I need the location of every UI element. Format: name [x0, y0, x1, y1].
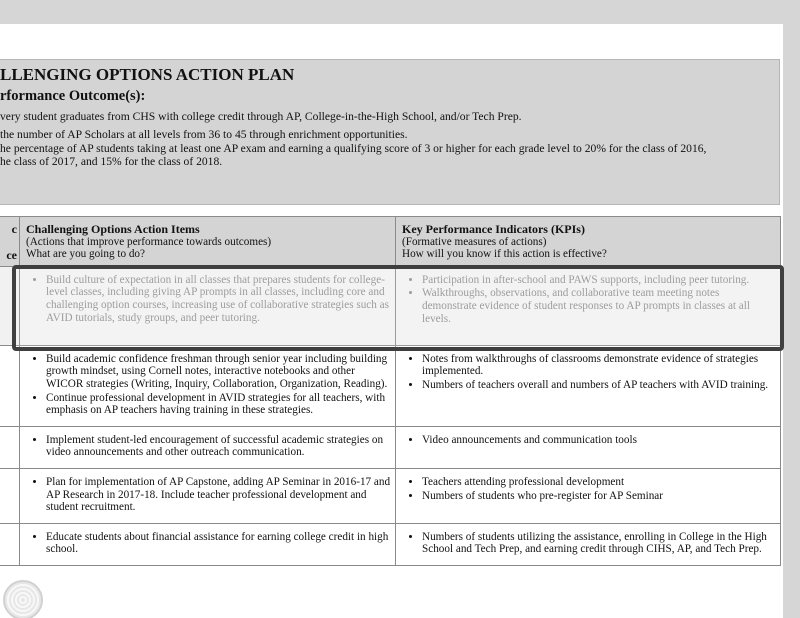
list-item: • Continue professional development in AVID strategies for all teachers, with emphasis on AP teachers having training in these strategies.	[46, 392, 391, 417]
list-item: • Educate students about financial assistance for earning college credit in high school.	[46, 531, 391, 556]
table-header-row	[0, 217, 781, 267]
list-item: • Numbers of students utilizing the assistance, enrolling in College in the High School and Tech Prep, and earning credit through CIHS, AP, and Tech Prep.	[422, 531, 776, 556]
plan-title: LLENGING OPTIONS ACTION PLAN	[0, 65, 295, 84]
action-cell	[20, 426, 396, 468]
list-item: • Build academic confidence freshman through senior year including building growth mindset, using Cornell notes, interactive notebooks and other WICOR strategies (Writing, Inquiry, Collaboration, Organization, Reading).	[46, 353, 391, 391]
list-item: • Video announcements and communication tools	[422, 434, 776, 447]
kpi-cell	[396, 426, 781, 468]
action-cell	[20, 523, 396, 565]
list-item: • Teachers attending professional development	[422, 476, 776, 489]
row-cell-empty	[0, 523, 20, 565]
col0-header-line1: c	[11, 222, 17, 236]
action-items-sub1: (Actions that improve performance towards outcomes)	[26, 235, 272, 248]
kpi-cell	[396, 523, 781, 565]
table-row	[0, 426, 781, 468]
kpi-sub1: (Formative measures of actions)	[402, 235, 547, 248]
action-cell	[20, 345, 396, 426]
page-margin-right	[783, 24, 800, 618]
kpi-header	[396, 217, 781, 267]
list-item: • Numbers of teachers overall and numbers of AP teachers with AVID training.	[422, 379, 776, 392]
table-row	[0, 523, 781, 565]
col0-header	[0, 217, 20, 267]
action-items-sub2: What are you going to do?	[26, 248, 145, 261]
list-item: • Notes from walkthroughs of classrooms demonstrate evidence of strategies implemented.	[422, 353, 776, 378]
list-item: • Participation in after-school and PAWS supports, including peer tutoring.	[422, 274, 776, 287]
table-row	[0, 468, 781, 523]
seal-watermark-icon	[3, 580, 43, 618]
kpi-title: Key Performance Indicators (KPIs)	[402, 222, 585, 236]
list-item: • Plan for implementation of AP Capstone, adding AP Seminar in 2016-17 and AP Research in 2017-18. Include teacher professional development and student recruitment.	[46, 476, 391, 514]
table-row	[0, 345, 781, 426]
list-item: • Numbers of students who pre-register for AP Seminar	[422, 490, 776, 503]
kpi-cell	[396, 345, 781, 426]
kpi-sub2: How will you know if this action is effective?	[402, 248, 607, 261]
list-item: • Implement student-led encouragement of successful academic strategies on video announcements and other outreach communication.	[46, 434, 391, 459]
outcome-line-2: the number of AP Scholars at all levels from 36 to 45 through enrichment opportunities.	[0, 128, 408, 141]
focus-highlight-frame	[12, 265, 784, 351]
outcome-line-3: he percentage of AP students taking at least one AP exam and earning a qualifying score of 3 or higher for each grade level to 20% for the class of 2016,	[0, 142, 707, 155]
outcomes-heading: rformance Outcome(s):	[0, 88, 146, 104]
action-items-title: Challenging Options Action Items	[26, 222, 200, 236]
action-items-header	[20, 217, 396, 267]
row-cell-empty	[0, 468, 20, 523]
col0-header-line2: ce	[6, 247, 17, 262]
outcome-line-4: he class of 2017, and 15% for the class of 2018.	[0, 155, 223, 168]
list-item: • Walkthroughs, observations, and collaborative team meeting notes demonstrate evidence of student responses to AP prompts in classes at all levels.	[422, 287, 776, 325]
list-item: • Build culture of expectation in all classes that prepares students for college-level classes, including giving AP prompts in all classes, including core and challenging option courses, increasing use of collaborative strategies such as AVID tutorials, study groups, and peer tutoring.	[46, 274, 391, 324]
outcome-line-1: very student graduates from CHS with college credit through AP, College-in-the-High School, and/or Tech Prep.	[0, 110, 522, 123]
row-cell-empty	[0, 345, 20, 426]
kpi-cell	[396, 468, 781, 523]
action-cell	[20, 468, 396, 523]
row-cell-empty	[0, 426, 20, 468]
